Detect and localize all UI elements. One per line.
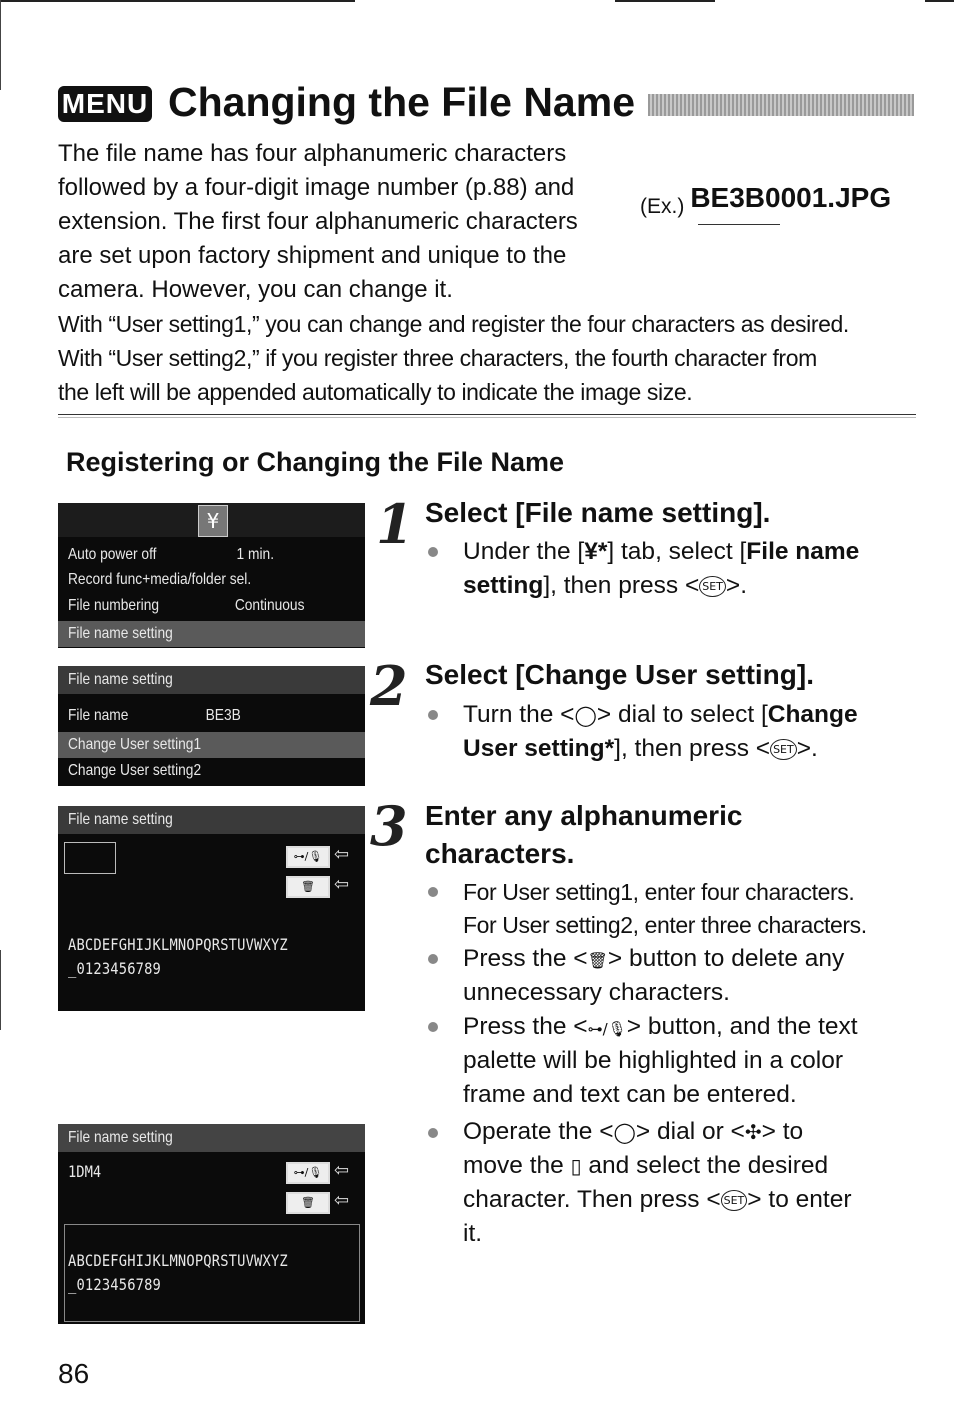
top-rule-mid <box>615 0 715 2</box>
top-rule-right <box>925 0 954 2</box>
example-file-name: BE3B0001.JPG <box>690 182 892 213</box>
step-3-bullet-1-line-2: For User setting2, enter three characters. <box>463 912 867 938</box>
step-number-3: 3 <box>370 794 408 858</box>
menu-row-record-func: Record func+media/folder sel. <box>68 571 252 588</box>
protect-mic-button-icon: ⊶/🎙 <box>587 1020 627 1038</box>
step-3-bullet-4-line-1: Operate the <◯> dial or <✣> to <box>463 1118 804 1145</box>
intro2-line: With “User setting1,” you can change and register the four characters as desired. <box>58 311 849 337</box>
cursor-box-icon: ▯ <box>570 1154 582 1178</box>
step-3-bullet-2-line-1: Press the <🗑> button to delete any <box>463 945 845 972</box>
erase-key-icon: 🗑 <box>286 1192 330 1214</box>
intro2-line: With “User setting2,” if you register three characters, the fourth character from <box>58 345 817 371</box>
step-1-line-1: Under the [¥*] tab, select [File name <box>463 538 860 565</box>
camera-screen-text-entry-empty <box>58 806 365 1011</box>
step-2-heading: Select [Change User setting]. <box>425 659 814 690</box>
set-button-icon: SET <box>699 576 726 597</box>
menu-row-change-user-setting2: Change User setting2 <box>68 762 202 779</box>
bullet-icon <box>428 1128 438 1138</box>
key-indicator-icon: ⇦ <box>334 844 350 865</box>
bullet-icon <box>428 1022 438 1032</box>
erase-indicator-icon: ⇦ <box>334 1190 350 1211</box>
step-3-bullet-4-line-2: move the ▯ and select the desired <box>463 1152 829 1179</box>
intro-line: The file name has four alphanumeric characters <box>58 140 567 167</box>
protect-mic-key-icon: ⊶/🎙 <box>286 846 330 868</box>
menu-icon: MENU <box>58 86 152 122</box>
entered-name: 1DM4 <box>68 1162 102 1181</box>
top-rule-left <box>0 0 355 2</box>
palette-letters: ABCDEFGHIJKLMNOPQRSTUVWXYZ <box>68 935 288 954</box>
step-2-line-2: User setting*], then press < SET >. <box>463 735 818 762</box>
camera-screen-setup-menu <box>58 503 365 648</box>
menu-row-file-numbering: File numbering Continuous <box>68 597 305 614</box>
title-decoration-bar <box>648 94 914 116</box>
camera-screen-text-entry-filled <box>58 1124 365 1324</box>
setup-tab-icon: ¥ <box>198 505 228 537</box>
intro2-line: the left will be appended automatically to indicate the image size. <box>58 379 693 405</box>
section-divider <box>58 414 916 415</box>
left-edge-rule-2 <box>0 950 1 1030</box>
intro-line: are set upon factory shipment and unique to the <box>58 242 567 269</box>
camera-screen-file-name-setting <box>58 666 365 786</box>
palette-digits: _0123456789 <box>68 959 162 978</box>
screen-header-label: File name setting <box>68 1129 173 1146</box>
palette-letters: ABCDEFGHIJKLMNOPQRSTUVWXYZ <box>68 1251 288 1270</box>
erase-indicator-icon: ⇦ <box>334 874 350 895</box>
step-3-bullet-3-line-2: palette will be highlighted in a color <box>463 1047 843 1074</box>
intro-line: camera. However, you can change it. <box>58 276 453 303</box>
step-number-2: 2 <box>370 654 408 718</box>
bullet-icon <box>428 547 438 557</box>
file-name-example <box>640 182 891 219</box>
intro-line: followed by a four-digit image number (p.88) and <box>58 174 575 201</box>
name-input-box <box>64 842 116 874</box>
menu-row-change-user-setting1: Change User setting1 <box>68 736 202 753</box>
screen-header-label: File name setting <box>68 811 173 828</box>
quick-control-dial-icon: ◯ <box>613 1120 636 1144</box>
erase-button-icon: 🗑 <box>587 951 608 970</box>
section-divider-shadow <box>58 417 916 418</box>
user-setting-paragraph <box>58 307 928 409</box>
bullet-icon <box>428 954 438 964</box>
set-button-icon: SET <box>770 739 797 760</box>
step-3-bullet-4-line-4: it. <box>463 1220 483 1247</box>
menu-row-file-name: File name BE3B <box>68 707 241 724</box>
step-1-heading: Select [File name setting]. <box>425 497 771 528</box>
step-3-bullet-1-line-1: For User setting1, enter four characters. <box>463 879 855 905</box>
screen-header-label: File name setting <box>68 671 173 688</box>
multi-controller-icon: ✣ <box>744 1120 762 1144</box>
key-indicator-icon: ⇦ <box>334 1160 350 1181</box>
step-2-line-1: Turn the <◯> dial to select [Change <box>463 701 858 728</box>
bullet-icon <box>428 710 438 720</box>
palette-digits: _0123456789 <box>68 1275 162 1294</box>
example-underline <box>698 224 780 225</box>
intro-paragraph <box>58 137 628 307</box>
protect-mic-key-icon: ⊶/🎙 <box>286 1162 330 1184</box>
intro-line: extension. The first four alphanumeric characters <box>58 208 578 235</box>
page-number: 86 <box>58 1358 90 1389</box>
left-edge-rule <box>0 0 1 90</box>
step-3-bullet-2-line-2: unnecessary characters. <box>463 979 730 1006</box>
page-title: Changing the File Name <box>168 79 635 125</box>
step-3-heading-line-2: characters. <box>425 838 575 869</box>
step-3-heading-line-1: Enter any alphanumeric <box>425 800 743 831</box>
quick-control-dial-icon: ◯ <box>574 703 597 727</box>
erase-key-icon: 🗑 <box>286 876 330 898</box>
bullet-icon <box>428 887 438 897</box>
menu-row-file-name-setting: File name setting <box>68 625 173 642</box>
step-3-bullet-3-line-3: frame and text can be entered. <box>463 1081 797 1108</box>
section-heading: Registering or Changing the File Name <box>66 447 565 477</box>
set-button-icon: SET <box>721 1190 748 1211</box>
title-row <box>58 76 918 132</box>
step-3-bullet-4-line-3: character. Then press < SET > to enter <box>463 1186 852 1213</box>
menu-row-auto-power-off: Auto power off 1 min. <box>68 546 275 563</box>
example-label: (Ex.) <box>640 195 685 218</box>
step-1-line-2: setting], then press < SET >. <box>463 572 748 599</box>
step-3-bullet-3-line-1: Press the <⊶/🎙> button, and the text <box>463 1013 858 1040</box>
step-number-1: 1 <box>376 492 414 556</box>
